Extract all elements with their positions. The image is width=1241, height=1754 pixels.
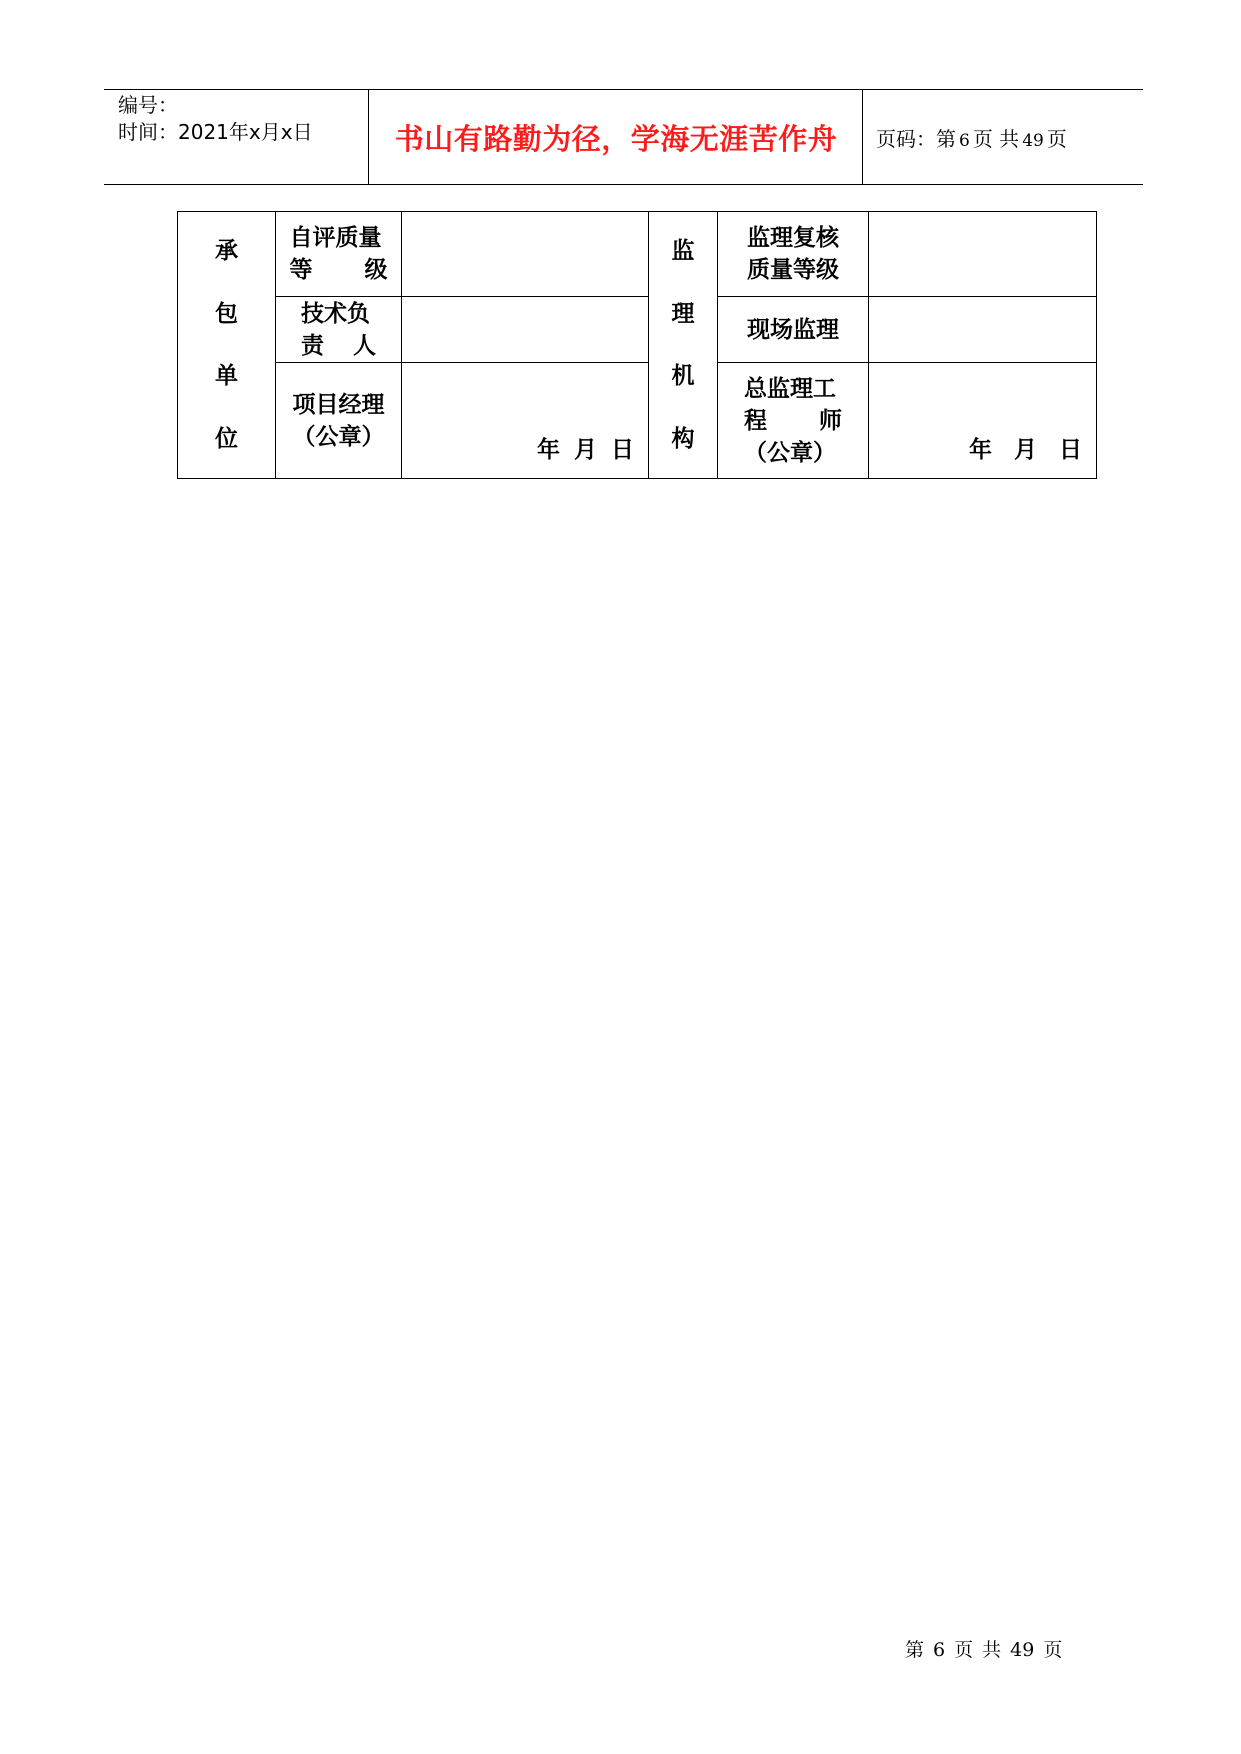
site-supervisor-label: 现场监理: [718, 297, 869, 363]
document-number-label: 编号：: [118, 93, 178, 117]
label-char: 人: [353, 331, 376, 359]
supervision-char: 机: [671, 362, 695, 390]
date-year: 年: [537, 436, 560, 463]
label-char: 级: [364, 256, 388, 283]
tech-lead-label: [276, 297, 402, 363]
review-grade-label: [718, 212, 869, 297]
self-eval-grade-value[interactable]: [402, 212, 649, 297]
site-supervisor-value[interactable]: [869, 297, 1097, 363]
header-motto: 书山有路勤为径，学海无涯苦作舟: [394, 121, 838, 156]
contractor-char: 位: [215, 424, 238, 452]
label-line: 监理复核: [747, 224, 839, 251]
date-day: 日: [611, 436, 634, 463]
label-line: 质量等级: [747, 256, 839, 283]
label-char: 师: [819, 406, 842, 434]
project-manager-label: [276, 363, 402, 479]
date-month: 月: [1014, 436, 1037, 463]
page-prefix: 页码：第: [876, 126, 956, 151]
self-eval-grade-label: [276, 212, 402, 297]
date-day: 日: [1059, 436, 1082, 463]
label-line: 项目经理: [292, 390, 385, 418]
review-grade-value[interactable]: [869, 212, 1097, 297]
page-footer: [905, 1635, 1071, 1662]
supervision-date-cell[interactable]: [869, 363, 1097, 479]
page-suffix: 页: [1046, 126, 1067, 151]
label-char: 程: [744, 406, 767, 434]
footer-total: 49: [1010, 1639, 1035, 1661]
date-month: 月: [574, 436, 597, 463]
footer-current: 6: [933, 1639, 946, 1661]
label-line: 总监理工: [744, 374, 836, 402]
date-year: 年: [969, 436, 992, 463]
contractor-date-cell[interactable]: [402, 363, 649, 479]
header-meta: [104, 90, 369, 184]
label-char: 等: [289, 256, 313, 283]
label-line: 自评质量: [289, 224, 382, 251]
contractor-char: 承: [215, 237, 238, 264]
label-line-spread: [744, 405, 842, 437]
supervision-org-header: [649, 212, 718, 479]
label-char: 责: [301, 331, 324, 359]
tech-lead-value[interactable]: [402, 297, 649, 363]
chief-engineer-label: [718, 363, 869, 479]
footer-prefix: 第: [905, 1639, 925, 1661]
header-page-info: [864, 90, 1143, 184]
label-line: 技术负: [301, 299, 370, 327]
page-header: [104, 89, 1143, 185]
page-counter: [864, 123, 1067, 152]
header-motto-cell: [370, 90, 863, 184]
contractor-char: 包: [215, 299, 238, 327]
document-time-label: 时间：2021年x月x日: [118, 120, 313, 144]
label-line-spread: [301, 330, 376, 362]
page-total: 49: [1022, 130, 1044, 151]
contractor-char: 单: [215, 362, 238, 390]
supervision-char: 理: [671, 299, 695, 327]
page-middle: 页 共: [972, 126, 1020, 151]
contractor-unit-header: [178, 212, 276, 479]
label-line: （公章）: [744, 438, 836, 466]
footer-total-prefix: 共: [982, 1639, 1002, 1661]
quality-signoff-table: [177, 211, 1097, 479]
page-current: 6: [959, 130, 970, 151]
supervision-char: 构: [671, 424, 695, 452]
label-line: （公章）: [292, 422, 385, 450]
footer-middle: 页: [954, 1639, 974, 1661]
label-line-spread: [290, 254, 388, 286]
footer-suffix: 页: [1043, 1639, 1063, 1661]
supervision-char: 监: [671, 237, 695, 264]
